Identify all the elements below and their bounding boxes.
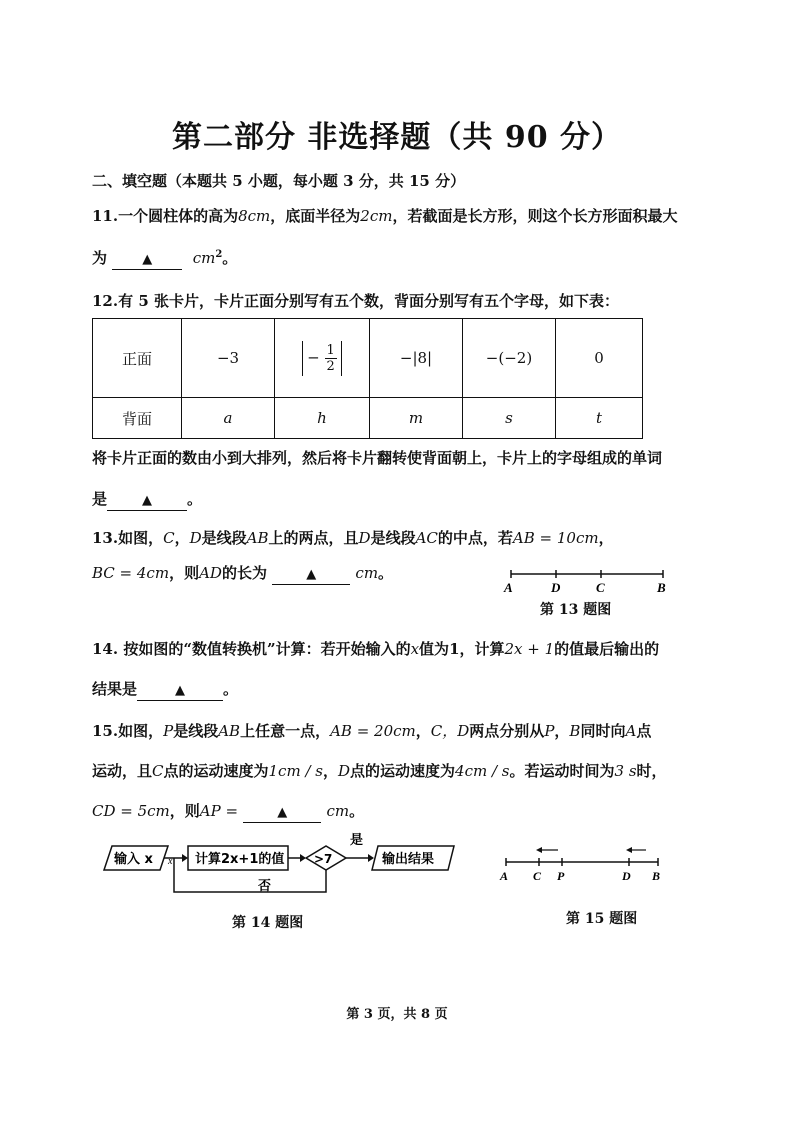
answer-blank-14[interactable] xyxy=(137,680,223,701)
question-15-line2: 运动，且C点的运动速度为1cm / s，D点的运动速度为4cm / s。若运动时间为3 s时， xyxy=(92,762,667,780)
question-14-line1: 14. 按如图的“数值转换机”计算：若开始输入的x值为1，计算2x + 1的值最后输出的 xyxy=(92,640,660,658)
arrowhead-icon xyxy=(368,854,374,862)
label-p: P xyxy=(557,869,565,883)
front-card-1: −3 xyxy=(182,319,275,398)
label-a: A xyxy=(500,869,509,883)
table-row xyxy=(93,398,643,439)
triangle-icon: ▲ xyxy=(175,683,186,698)
page-footer: 第 3 页，共 8 页 xyxy=(346,1007,448,1022)
label-c: C xyxy=(533,869,542,883)
row-label-front: 正面 xyxy=(93,319,182,398)
figure-13-segment xyxy=(500,562,680,598)
question-13-line1: 13.如图，C，D是线段AB上的两点，且D是线段AC的中点，若AB = 10cm， xyxy=(92,529,614,547)
triangle-icon: ▲ xyxy=(277,805,288,820)
label-c: C xyxy=(596,580,605,595)
arrowhead-icon xyxy=(536,847,542,853)
question-12-after-2: 是 ▲ 。 xyxy=(92,488,202,511)
answer-blank-12[interactable] xyxy=(107,490,187,511)
label-d: D xyxy=(622,869,631,883)
flow-compute-label: 计算2x+1的值 xyxy=(195,852,285,867)
question-15-line1: 15.如图，P是线段AB上任意一点，AB = 20cm，C，D两点分别从P，B同时向A点 xyxy=(92,722,652,740)
front-card-3: −|8| xyxy=(370,319,463,398)
cards-table xyxy=(92,318,643,439)
question-11-line1: 11.一个圆柱体的高为8cm，底面半径为2cm，若截面是长方形，则这个长方形面积最大 xyxy=(92,207,678,225)
section-heading: 二、填空题（本题共 5 小题，每小题 3 分，共 15 分） xyxy=(92,172,466,190)
question-12-text: 12.有 5 张卡片，卡片正面分别写有五个数，背面分别写有五个字母，如下表： xyxy=(92,292,619,310)
flow-x-label: x xyxy=(168,856,173,867)
label-d: D xyxy=(551,580,561,595)
front-card-4: −(−2) xyxy=(463,319,556,398)
question-11-line2: 为 ▲ $cm^2$。 xyxy=(92,247,237,270)
back-card-5: t xyxy=(556,398,643,439)
flow-no-label: 否 xyxy=(258,879,272,894)
page-title: 第二部分 非选择题（共 90 分） xyxy=(171,120,623,155)
arrowhead-icon xyxy=(182,854,188,862)
figure-15-caption: 第 15 题图 xyxy=(566,911,638,927)
back-card-3: m xyxy=(370,398,463,439)
question-15-line3: CD = 5cm，则AP = ▲ cm。 xyxy=(92,800,364,823)
figure-14-flowchart xyxy=(100,830,470,900)
figure-13-caption: 第 13 题图 xyxy=(540,602,612,618)
triangle-icon: ▲ xyxy=(306,567,317,582)
table-row xyxy=(93,319,643,398)
triangle-icon: ▲ xyxy=(142,252,153,267)
flow-yes-label: 是 xyxy=(350,833,364,848)
label-b: B xyxy=(652,869,661,883)
label-a: A xyxy=(504,580,513,595)
front-card-2: − $\frac{1}{2}$ xyxy=(275,319,370,398)
question-13-line2: BC = 4cm，则AD的长为 ▲ cm。 xyxy=(92,562,393,585)
flow-output-label: 输出结果 xyxy=(382,852,435,867)
figure-14-caption: 第 14 题图 xyxy=(232,915,304,931)
back-card-4: s xyxy=(463,398,556,439)
answer-blank-11[interactable] xyxy=(112,249,182,270)
answer-blank-15[interactable] xyxy=(243,802,321,823)
label-b: B xyxy=(657,580,666,595)
back-card-1: a xyxy=(182,398,275,439)
front-card-5: 0 xyxy=(556,319,643,398)
back-card-2: h xyxy=(275,398,370,439)
figure-15-segment xyxy=(496,840,676,884)
question-14-line2: 结果是 ▲ 。 xyxy=(92,678,238,701)
triangle-icon: ▲ xyxy=(142,493,153,508)
flow-input-label: 输入 x xyxy=(114,852,153,867)
question-12-after-1: 将卡片正面的数由小到大排列，然后将卡片翻转使背面朝上，卡片上的字母组成的单词 xyxy=(92,449,663,467)
flow-condition-label: >7 xyxy=(314,852,333,866)
row-label-back: 背面 xyxy=(93,398,182,439)
arrowhead-icon xyxy=(626,847,632,853)
answer-blank-13[interactable] xyxy=(272,564,350,585)
